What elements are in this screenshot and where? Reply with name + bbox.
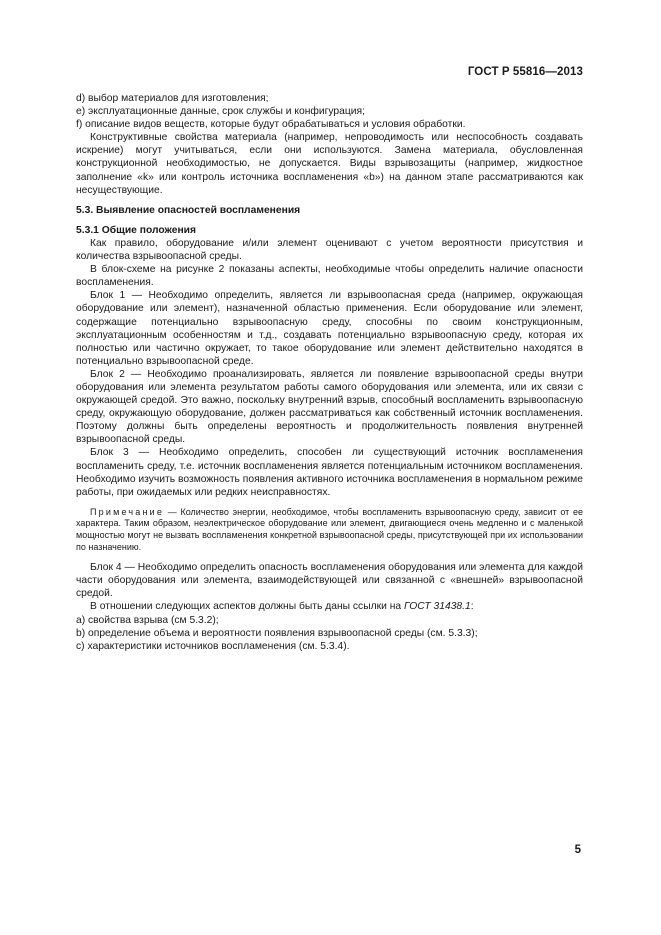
paragraph-references-intro: [76, 600, 583, 613]
reference-item-a: a) свойства взрыва (см 5.3.2);: [76, 614, 219, 626]
references-intro-text: В отношении следующих аспектов должны быть даны ссылки на: [90, 601, 404, 613]
list-item-d: d) выбор материалов для изготовления;: [76, 93, 269, 104]
section-title: 5.3. Выявление опасностей воспламенения: [76, 204, 301, 216]
paragraph-block-3: Блок 3 — Необходимо определить, способен ли существующий источник воспламенения воспламенить среду, т.е. источник воспламенения является потенциальным источником воспламенения. Необходимо изучить возможность появления активного источника воспламенения в нормальном режиме работы, при ожидаемых или редких неисправностях.: [76, 447, 583, 498]
paragraph-block-2: Блок 2 — Необходимо проанализировать, является ли появление взрывоопасной среды внутри оборудования или элемента результатом работы самого оборудования или элемента, или их связи с окружающей средой. Это важно, поскольку внутренний взрыв, способный воспламенить взрывоопасную среду, окружающую оборудование, должен рассматриваться как собственный источник воспламенения. Поэтому должны быть определены вероятность и продолжительность появления внутренней взрывоопасной среды.: [76, 368, 583, 446]
document-header: ГОСТ Р 55816—2013: [467, 66, 583, 78]
references-colon: :: [470, 601, 474, 613]
gost-reference: ГОСТ 31438.1: [404, 601, 471, 613]
page-number: 5: [574, 844, 581, 856]
paragraph-materials: Конструктивные свойства материала (например, непроводимость или неспособность создавать искрение) могут учитываться, если они используются. Замена материала, обусловленная конструкционной необходимостью, не допускается. Виды взрывозащиты (например, жидкостное заполнение «k» или контроль источника воспламенения «b») на данном этапе рассматриваются как несуществующие.: [76, 132, 583, 196]
paragraph-block-1: Блок 1 — Необходимо определить, является ли взрывоопасная среда (например, окружающая оборудование или элемент), назначенной областью применения. Если оборудование или элемент, содержащие потенциально взрывоопасную среду, способны по своим конструкционным, эксплуатационным особенностям и т.д., создавать потенциально взрывоопасную среду, которая их полностью или частично окружает, то такое оборудование или элемент действительно находятся в потенциально взрывоопасной среде.: [76, 290, 583, 367]
subsection-title: 5.3.1 Общие положения: [76, 224, 196, 236]
list-item-f: f) описание видов веществ, которые будут обрабатываться и условия обработки.: [76, 119, 466, 131]
paragraph-scheme: В блок-схеме на рисунке 2 показаны аспекты, необходимые чтобы определить наличие опасности воспламенения.: [76, 264, 583, 289]
note-label: Примечание: [90, 506, 165, 517]
paragraph-general: Как правило, оборудование и/или элемент оценивают с учетом вероятности присутствия и количества взрывоопасной среды.: [76, 237, 583, 263]
note-text: — Количество энергии, необходимое, чтобы воспламенить взрывоопасную среду, зависит от ее характера. Таким образом, неэлектрическое оборудование или элемент, двигающиеся очень медленно и с маленькой мощностью могут не вызвать воспламенения конкретной взрывоопасной среды, присутствующей при их использовании по назначению.: [76, 506, 583, 552]
reference-item-b: b) определение объема и вероятности появления взрывоопасной среды (см. 5.3.3);: [76, 627, 478, 639]
list-item-e: e) эксплуатационные данные, срок службы и конфигурация;: [76, 106, 365, 118]
paragraph-block-4: Блок 4 — Необходимо определить опасность воспламенения оборудования или элемента для каждой части оборудования или элемента, взаимодействующей или связанной с «внешней» взрывоопасной средой.: [76, 562, 583, 600]
document-body: [76, 92, 583, 653]
note: [76, 507, 583, 553]
reference-item-c: c) характеристики источников воспламенения (см. 5.3.4).: [76, 640, 350, 652]
